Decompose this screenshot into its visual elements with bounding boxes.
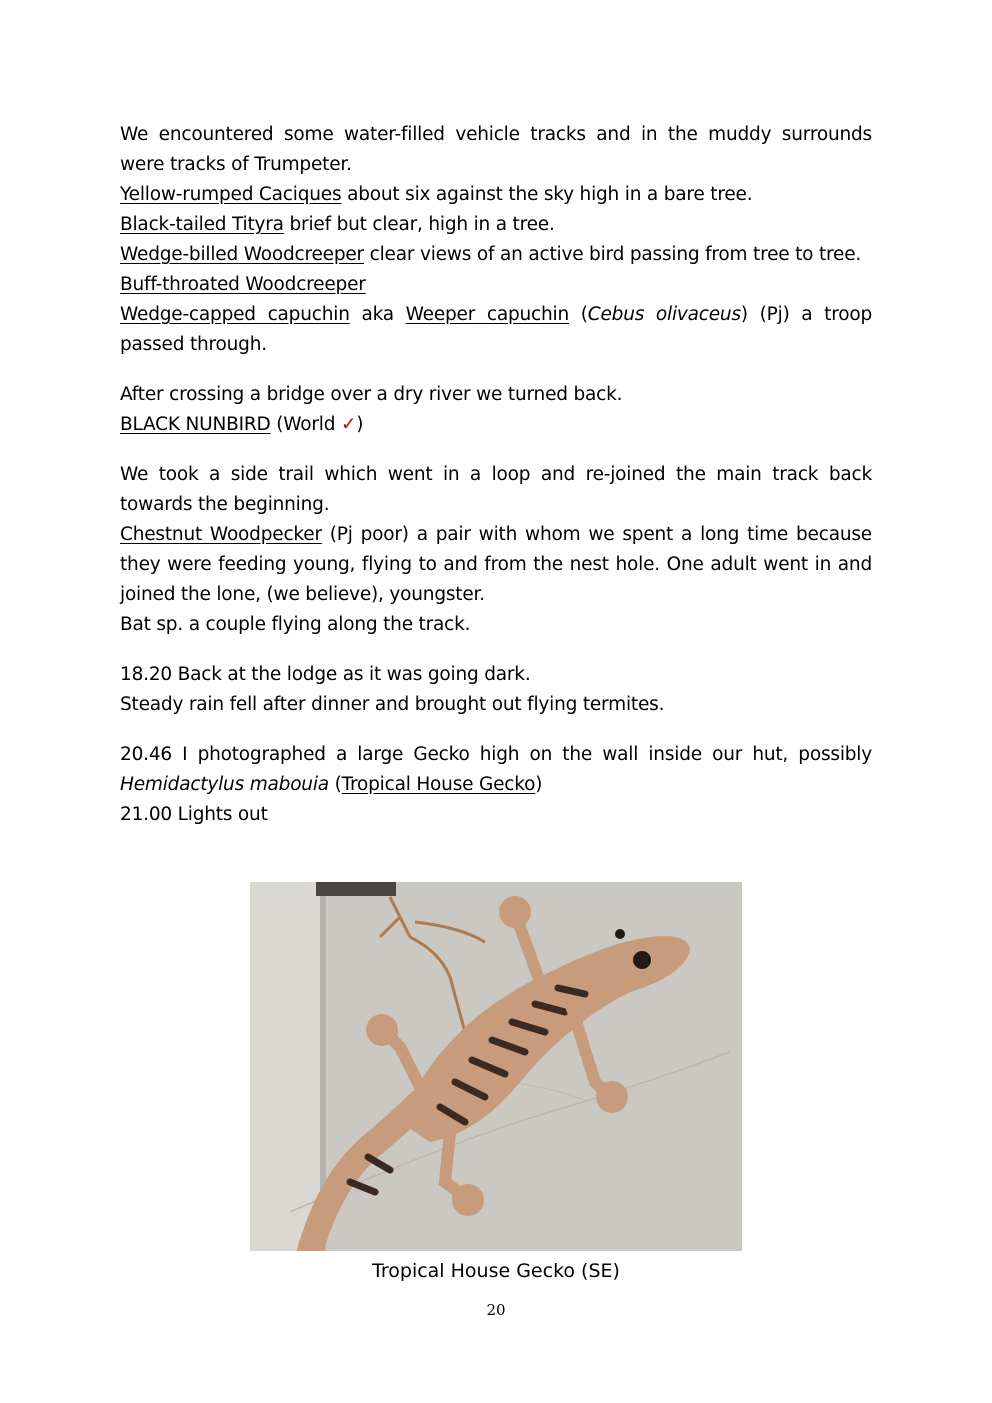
paragraph-water-tracks: We encountered some water-filled vehicle tracks and in the muddy surrounds were tracks of Trumpeter.: [120, 124, 872, 175]
paragraph-wedge-billed-woodcreeper: Wedge-billed Woodcreeper clear views of an active bird passing from tree to tree.: [120, 244, 862, 265]
gecko-photo: [250, 882, 742, 1251]
paragraph-yellow-rumped-caciques: Yellow-rumped Caciques about six against the sky high in a bare tree.: [120, 184, 753, 205]
paragraph-buff-throated-woodcreeper: [120, 270, 872, 300]
paragraph-lodge: 18.20 Back at the lodge as it was going dark.: [120, 664, 531, 685]
paragraph-rain: Steady rain fell after dinner and brought out flying termites.: [120, 694, 665, 715]
checkmark-icon: ✓: [340, 414, 357, 435]
paragraph-black-tailed-tityra: Black-tailed Tityra brief but clear, high in a tree.: [120, 214, 555, 235]
wall-corner: [250, 882, 320, 1251]
species-name: Yellow-rumped Caciques: [120, 184, 342, 205]
paragraph-bridge: After crossing a bridge over a dry river we turned back.: [120, 384, 623, 405]
species-name: Wedge-billed Woodcreeper: [120, 244, 364, 265]
paragraph-black-nunbird: BLACK NUNBIRD (World ✓): [120, 414, 364, 435]
species-alt-name: Weeper capuchin: [405, 304, 570, 325]
species-name: Chestnut Woodpecker: [120, 524, 322, 545]
paragraph-lights-out: 21.00 Lights out: [120, 804, 268, 825]
paragraph-gecko: 20.46 I photographed a large Gecko high on the wall inside our hut, possibly Hemidactylus mabouia (Tropical House Gecko): [120, 744, 872, 795]
scientific-name: Hemidactylus mabouia: [120, 774, 329, 795]
gecko-illustration: [250, 882, 742, 1251]
figure-caption: Tropical House Gecko (SE): [372, 1260, 620, 1282]
species-name: Tropical House Gecko: [341, 774, 536, 795]
scientific-name: Cebus olivaceus: [587, 304, 741, 325]
species-name: Buff-throated Woodcreeper: [120, 274, 366, 295]
paragraph-chestnut-woodpecker: Chestnut Woodpecker (Pj poor) a pair with whom we spent a long time because they were feeding young, flying to and from the nest hole. One adult went in and joined the lone, (we believe), youngster.: [120, 524, 872, 605]
species-name: Black-tailed Tityra: [120, 214, 284, 235]
gecko-eye: [633, 951, 651, 969]
species-name: BLACK NUNBIRD: [120, 414, 271, 435]
paragraph-wedge-capped-capuchin: Wedge-capped capuchin aka Weeper capuchin (Cebus olivaceus) (Pj) a troop passed through.: [120, 304, 873, 355]
species-name: Wedge-capped capuchin: [120, 304, 350, 325]
paragraph-bat: Bat sp. a couple flying along the track.: [120, 614, 471, 635]
gecko-eye: [615, 929, 625, 939]
dark-ledge: [316, 882, 396, 896]
page-number: 20: [486, 1301, 506, 1319]
paragraph-side-trail: We took a side trail which went in a loop and re-joined the main track back towards the beginning.: [120, 464, 872, 515]
page-body: [120, 120, 872, 830]
